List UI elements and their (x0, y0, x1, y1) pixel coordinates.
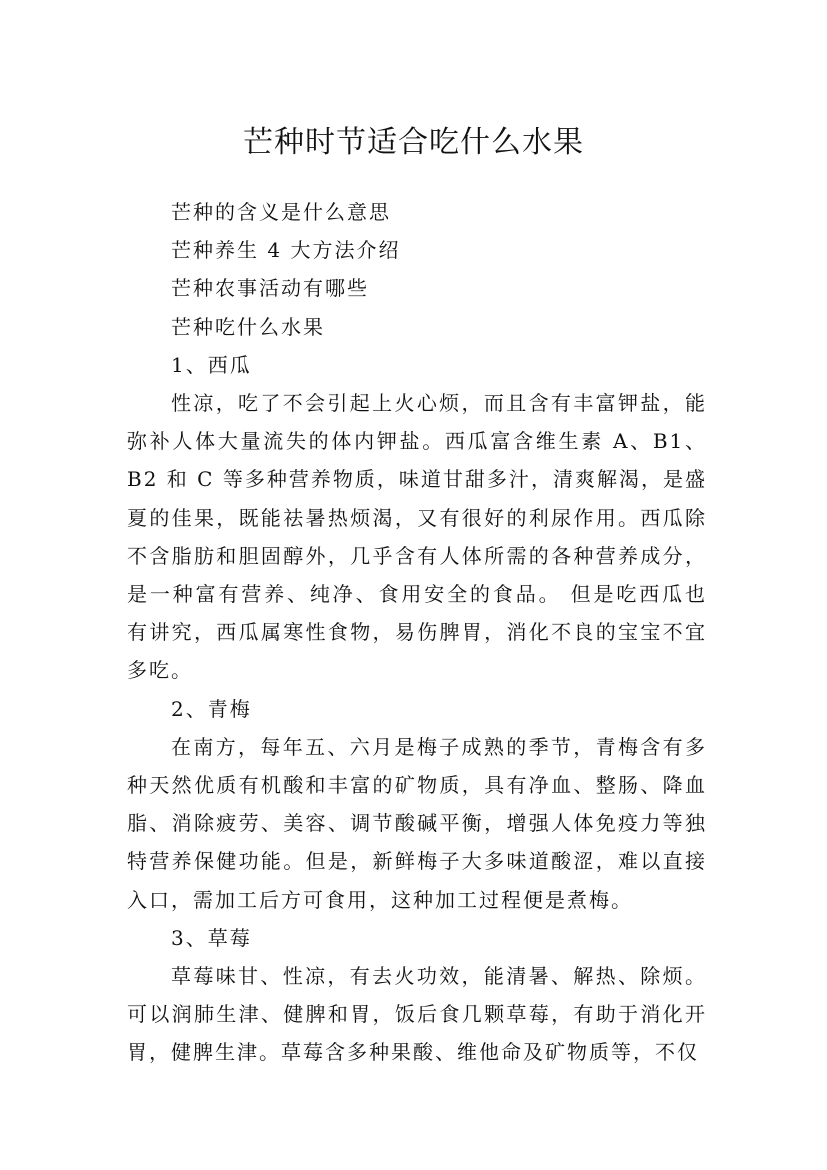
section-heading-strawberry: 3、草莓 (171, 925, 252, 950)
toc-item: 芒种养生 4 大方法介绍 (171, 238, 401, 263)
document-title: 芒种时节适合吃什么水果 (243, 125, 584, 161)
paragraph-strawberry: 草莓味甘、性凉，有去火功效，能清暑、解热、除烦。可以润肺生津、健脾和胃，饭后食几颗草莓，有助于消化开胃，健脾生津。草莓含多种果酸、维他命及矿物质等，不仅 (127, 963, 707, 1065)
toc-item: 芒种的含义是什么意思 (171, 200, 391, 224)
section-heading-watermelon: 1、西瓜 (171, 352, 252, 377)
document-body (127, 193, 707, 1072)
toc-item: 芒种吃什么水果 (171, 314, 325, 339)
toc-item: 芒种农事活动有哪些 (171, 276, 369, 301)
paragraph-greenplum: 在南方，每年五、六月是梅子成熟的季节，青梅含有多种天然优质有机酸和丰富的矿物质，具有净血、整肠、降血脂、消除疲劳、美容、调节酸碱平衡，增强人体免疫力等独特营养保健功能。但是，新鲜梅子大多味道酸涩，难以直接入口，需加工后方可食用，这种加工过程便是煮梅。 (127, 734, 707, 912)
paragraph-watermelon: 性凉，吃了不会引起上火心烦，而且含有丰富钾盐，能弥补人体大量流失的体内钾盐。西瓜富含维生素 A、B1、B2 和 C 等多种营养物质，味道甘甜多汁，清爽解渴，是盛夏的佳果，既能祛暑热烦渴，又有很好的利尿作用。西瓜除不含脂肪和胆固醇外，几乎含有人体所需的各种营养成分，是一种富有营养、纯净、食用安全的食品。 但是吃西瓜也有讲究，西瓜属寒性食物，易伤脾胃，消化不良的宝宝不宜多吃。 (127, 390, 707, 683)
section-heading-greenplum: 2、青梅 (171, 696, 252, 721)
